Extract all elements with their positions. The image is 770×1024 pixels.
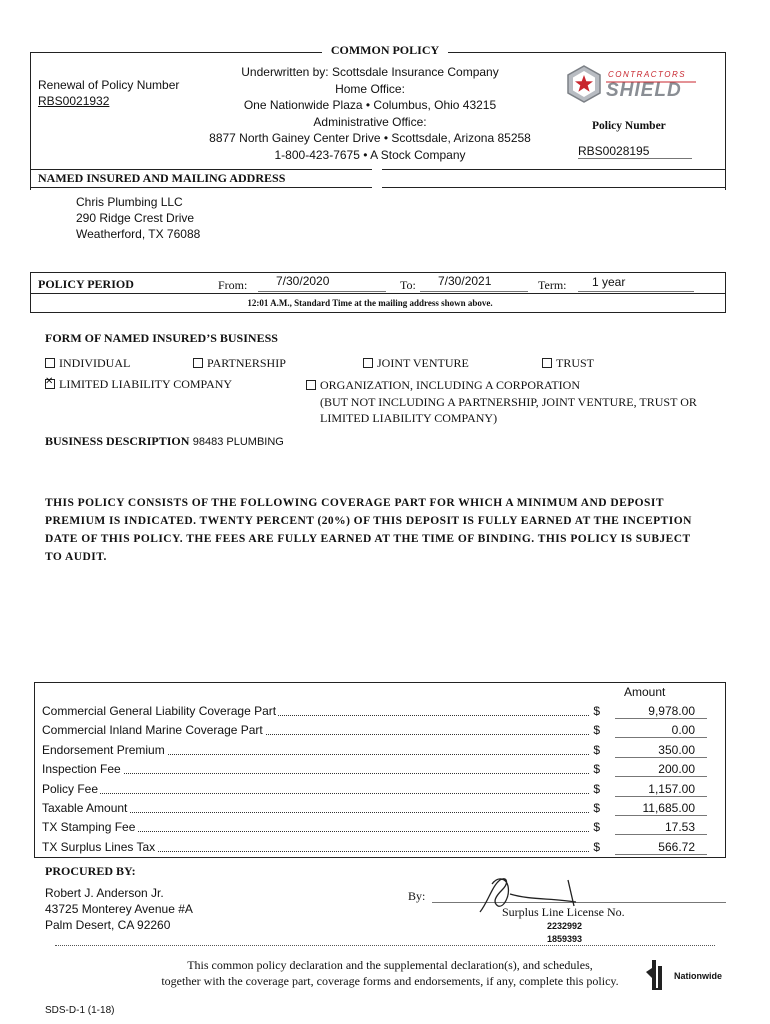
trust-label: TRUST — [556, 356, 595, 370]
currency-symbol: $ — [593, 723, 600, 738]
premium-row-amount: 9,978.00 — [615, 704, 707, 719]
premium-row-label: Taxable Amount — [42, 801, 128, 815]
insured-top-rule-right — [382, 169, 726, 170]
insured-name: Chris Plumbing LLC — [76, 195, 183, 209]
joint-venture-label: JOINT VENTURE — [377, 356, 469, 370]
premium-row-amount: 17.53 — [615, 820, 707, 835]
admin-office-address: 8877 North Gainey Center Drive • Scottsdale, Arizona 85258 — [209, 131, 531, 145]
currency-symbol: $ — [593, 762, 600, 777]
premium-row — [42, 723, 707, 739]
procured-street: 43725 Monterey Avenue #A — [45, 902, 193, 916]
period-to-label: To: — [400, 278, 416, 292]
by-label: By: — [408, 889, 426, 903]
currency-symbol: $ — [593, 742, 600, 757]
business-description — [45, 434, 284, 449]
admin-office-label: Administrative Office: — [313, 114, 427, 129]
business-form-heading: FORM OF NAMED INSURED’S BUSINESS — [45, 331, 278, 345]
to-underline — [420, 291, 528, 292]
header-top-rule-right — [448, 52, 726, 53]
header-top-rule — [30, 52, 322, 53]
notice-line-2: PREMIUM IS INDICATED. TWENTY PERCENT (20%) OF THIS DEPOSIT IS FULLY EARNED AT THE INCEPTION — [45, 515, 692, 527]
insured-address-block — [76, 194, 200, 242]
policy-period-heading: POLICY PERIOD — [38, 277, 134, 291]
license-number-2: 1859393 — [547, 934, 583, 944]
trust-checkbox[interactable] — [542, 358, 552, 368]
premium-row-label: Inspection Fee — [42, 762, 121, 777]
premium-row — [42, 704, 707, 720]
currency-symbol: $ — [593, 820, 600, 835]
option-llc[interactable] — [45, 377, 232, 392]
llc-checkbox-checked[interactable] — [45, 379, 55, 389]
business-description-value: 98483 PLUMBING — [192, 436, 284, 448]
premium-row-amount: 11,685.00 — [615, 801, 707, 816]
insured-city: Weatherford, TX 76088 — [76, 227, 201, 241]
option-individual[interactable] — [45, 356, 130, 371]
option-partnership[interactable] — [193, 356, 286, 371]
premium-row — [42, 801, 707, 817]
premium-row-label: Endorsement Premium — [42, 742, 165, 757]
logo-main-text: SHIELD — [606, 80, 682, 101]
renewal-label: Renewal of Policy Number — [38, 78, 180, 92]
currency-symbol: $ — [593, 839, 600, 854]
premium-row — [42, 762, 707, 778]
insurer-block — [180, 64, 560, 163]
insured-street: 290 Ridge Crest Drive — [76, 211, 195, 225]
premium-row — [42, 782, 707, 798]
notice-line-1: THIS POLICY CONSISTS OF THE FOLLOWING COVERAGE PART FOR WHICH A MINIMUM AND DEPOSIT — [45, 497, 664, 509]
period-term-label: Term: — [538, 278, 567, 292]
policy-number-label: Policy Number — [592, 120, 666, 132]
premium-row-amount: 200.00 — [615, 762, 707, 777]
footer-line-2: together with the coverage part, coverage forms and endorsements, if any, complete this policy. — [161, 974, 619, 988]
organization-label-2: (BUT NOT INCLUDING A PARTNERSHIP, JOINT VENTURE, TRUST OR — [320, 394, 697, 409]
insured-top-rule — [30, 169, 372, 170]
premium-row — [42, 820, 707, 836]
phone-line: 1-800-423-7675 • A Stock Company — [274, 147, 466, 162]
option-joint-venture[interactable] — [363, 356, 469, 371]
llc-label: LIMITED LIABILITY COMPANY — [59, 377, 233, 391]
period-bottom-rule — [30, 312, 726, 313]
option-trust[interactable] — [542, 356, 594, 371]
currency-symbol: $ — [593, 704, 600, 718]
nationwide-eagle-icon — [644, 958, 674, 992]
logo-top-text: CONTRACTORS — [608, 70, 687, 79]
organization-checkbox[interactable] — [306, 380, 316, 390]
underwriter-line: Underwritten by: Scottsdale Insurance Company — [241, 65, 499, 79]
premium-row-label: TX Surplus Lines Tax — [42, 839, 156, 854]
option-organization[interactable] — [306, 377, 697, 427]
named-insured-heading: NAMED INSURED AND MAILING ADDRESS — [38, 171, 286, 185]
term-underline — [578, 291, 694, 292]
home-office-label: Home Office: — [335, 81, 405, 96]
premium-row-label: Commercial Inland Marine Coverage Part — [42, 723, 263, 738]
footer-line-1: This common policy declaration and the supplemental declaration(s), and schedules, — [187, 958, 593, 972]
leader-dots — [52, 793, 589, 794]
currency-symbol: $ — [593, 781, 600, 796]
period-mid-rule — [30, 293, 726, 294]
premium-row — [42, 840, 707, 856]
period-to-value: 7/30/2021 — [438, 274, 492, 288]
currency-symbol: $ — [593, 801, 600, 815]
procured-heading: PROCURED BY: — [45, 864, 136, 878]
nationwide-wordmark: Nationwide — [674, 971, 723, 981]
period-top-rule — [30, 272, 726, 273]
period-right-rule — [725, 272, 726, 312]
period-term-value: 1 year — [592, 275, 626, 289]
partnership-label: PARTNERSHIP — [207, 356, 286, 370]
policy-number: RBS0028195 — [578, 144, 692, 159]
premium-row-amount: 0.00 — [615, 723, 707, 738]
footer-separator — [55, 945, 715, 946]
insured-heading-rule-right — [382, 187, 726, 188]
premium-row-amount: 1,157.00 — [615, 782, 707, 797]
partnership-checkbox[interactable] — [193, 358, 203, 368]
business-description-label: BUSINESS DESCRIPTION — [45, 434, 190, 448]
insured-heading-rule — [30, 187, 372, 188]
license-number-1: 2232992 — [547, 921, 583, 931]
premium-row-label: TX Stamping Fee — [42, 820, 136, 835]
procured-city: Palm Desert, CA 92260 — [45, 918, 171, 932]
renewal-number: RBS0021932 — [38, 94, 110, 108]
procured-address — [45, 885, 193, 933]
notice-line-4: TO AUDIT. — [45, 551, 107, 563]
organization-label-3: LIMITED LIABILITY COMPANY) — [320, 411, 498, 425]
organization-label-1: ORGANIZATION, INCLUDING A CORPORATION — [320, 378, 580, 392]
nationwide-logo — [644, 958, 730, 990]
premium-row-amount: 566.72 — [615, 840, 707, 855]
home-office-address: One Nationwide Plaza • Columbus, Ohio 43215 — [243, 98, 497, 112]
leader-dots — [52, 812, 589, 813]
period-note: 12:01 A.M., Standard Time at the mailing address shown above. — [247, 298, 493, 308]
premium-row-label: Commercial General Liability Coverage Part — [42, 704, 277, 718]
from-underline — [258, 291, 386, 292]
notice-line-3: DATE OF THIS POLICY. THE FEES ARE FULLY EARNED AT THE TIME OF BINDING. THIS POLICY IS SUBJECT — [45, 533, 691, 545]
leader-dots — [52, 773, 589, 774]
premium-row-amount: 350.00 — [615, 743, 707, 758]
period-from-label: From: — [218, 278, 248, 292]
amount-header: Amount — [624, 685, 666, 699]
form-id: SDS-D-1 (1-18) — [45, 1005, 115, 1016]
premium-row-label: Policy Fee — [42, 781, 99, 796]
joint-venture-checkbox[interactable] — [363, 358, 373, 368]
contractors-shield-logo — [566, 64, 700, 104]
procured-name: Robert J. Anderson Jr. — [45, 886, 164, 900]
license-label: Surplus Line License No. — [502, 905, 625, 919]
period-left-rule — [30, 272, 31, 312]
premium-row — [42, 743, 707, 759]
footer-statement — [60, 957, 723, 989]
document-title: COMMON POLICY — [330, 43, 440, 57]
policy-notice — [45, 494, 735, 566]
individual-checkbox[interactable] — [45, 358, 55, 368]
individual-label: INDIVIDUAL — [59, 356, 131, 370]
period-from-value: 7/30/2020 — [276, 274, 330, 288]
